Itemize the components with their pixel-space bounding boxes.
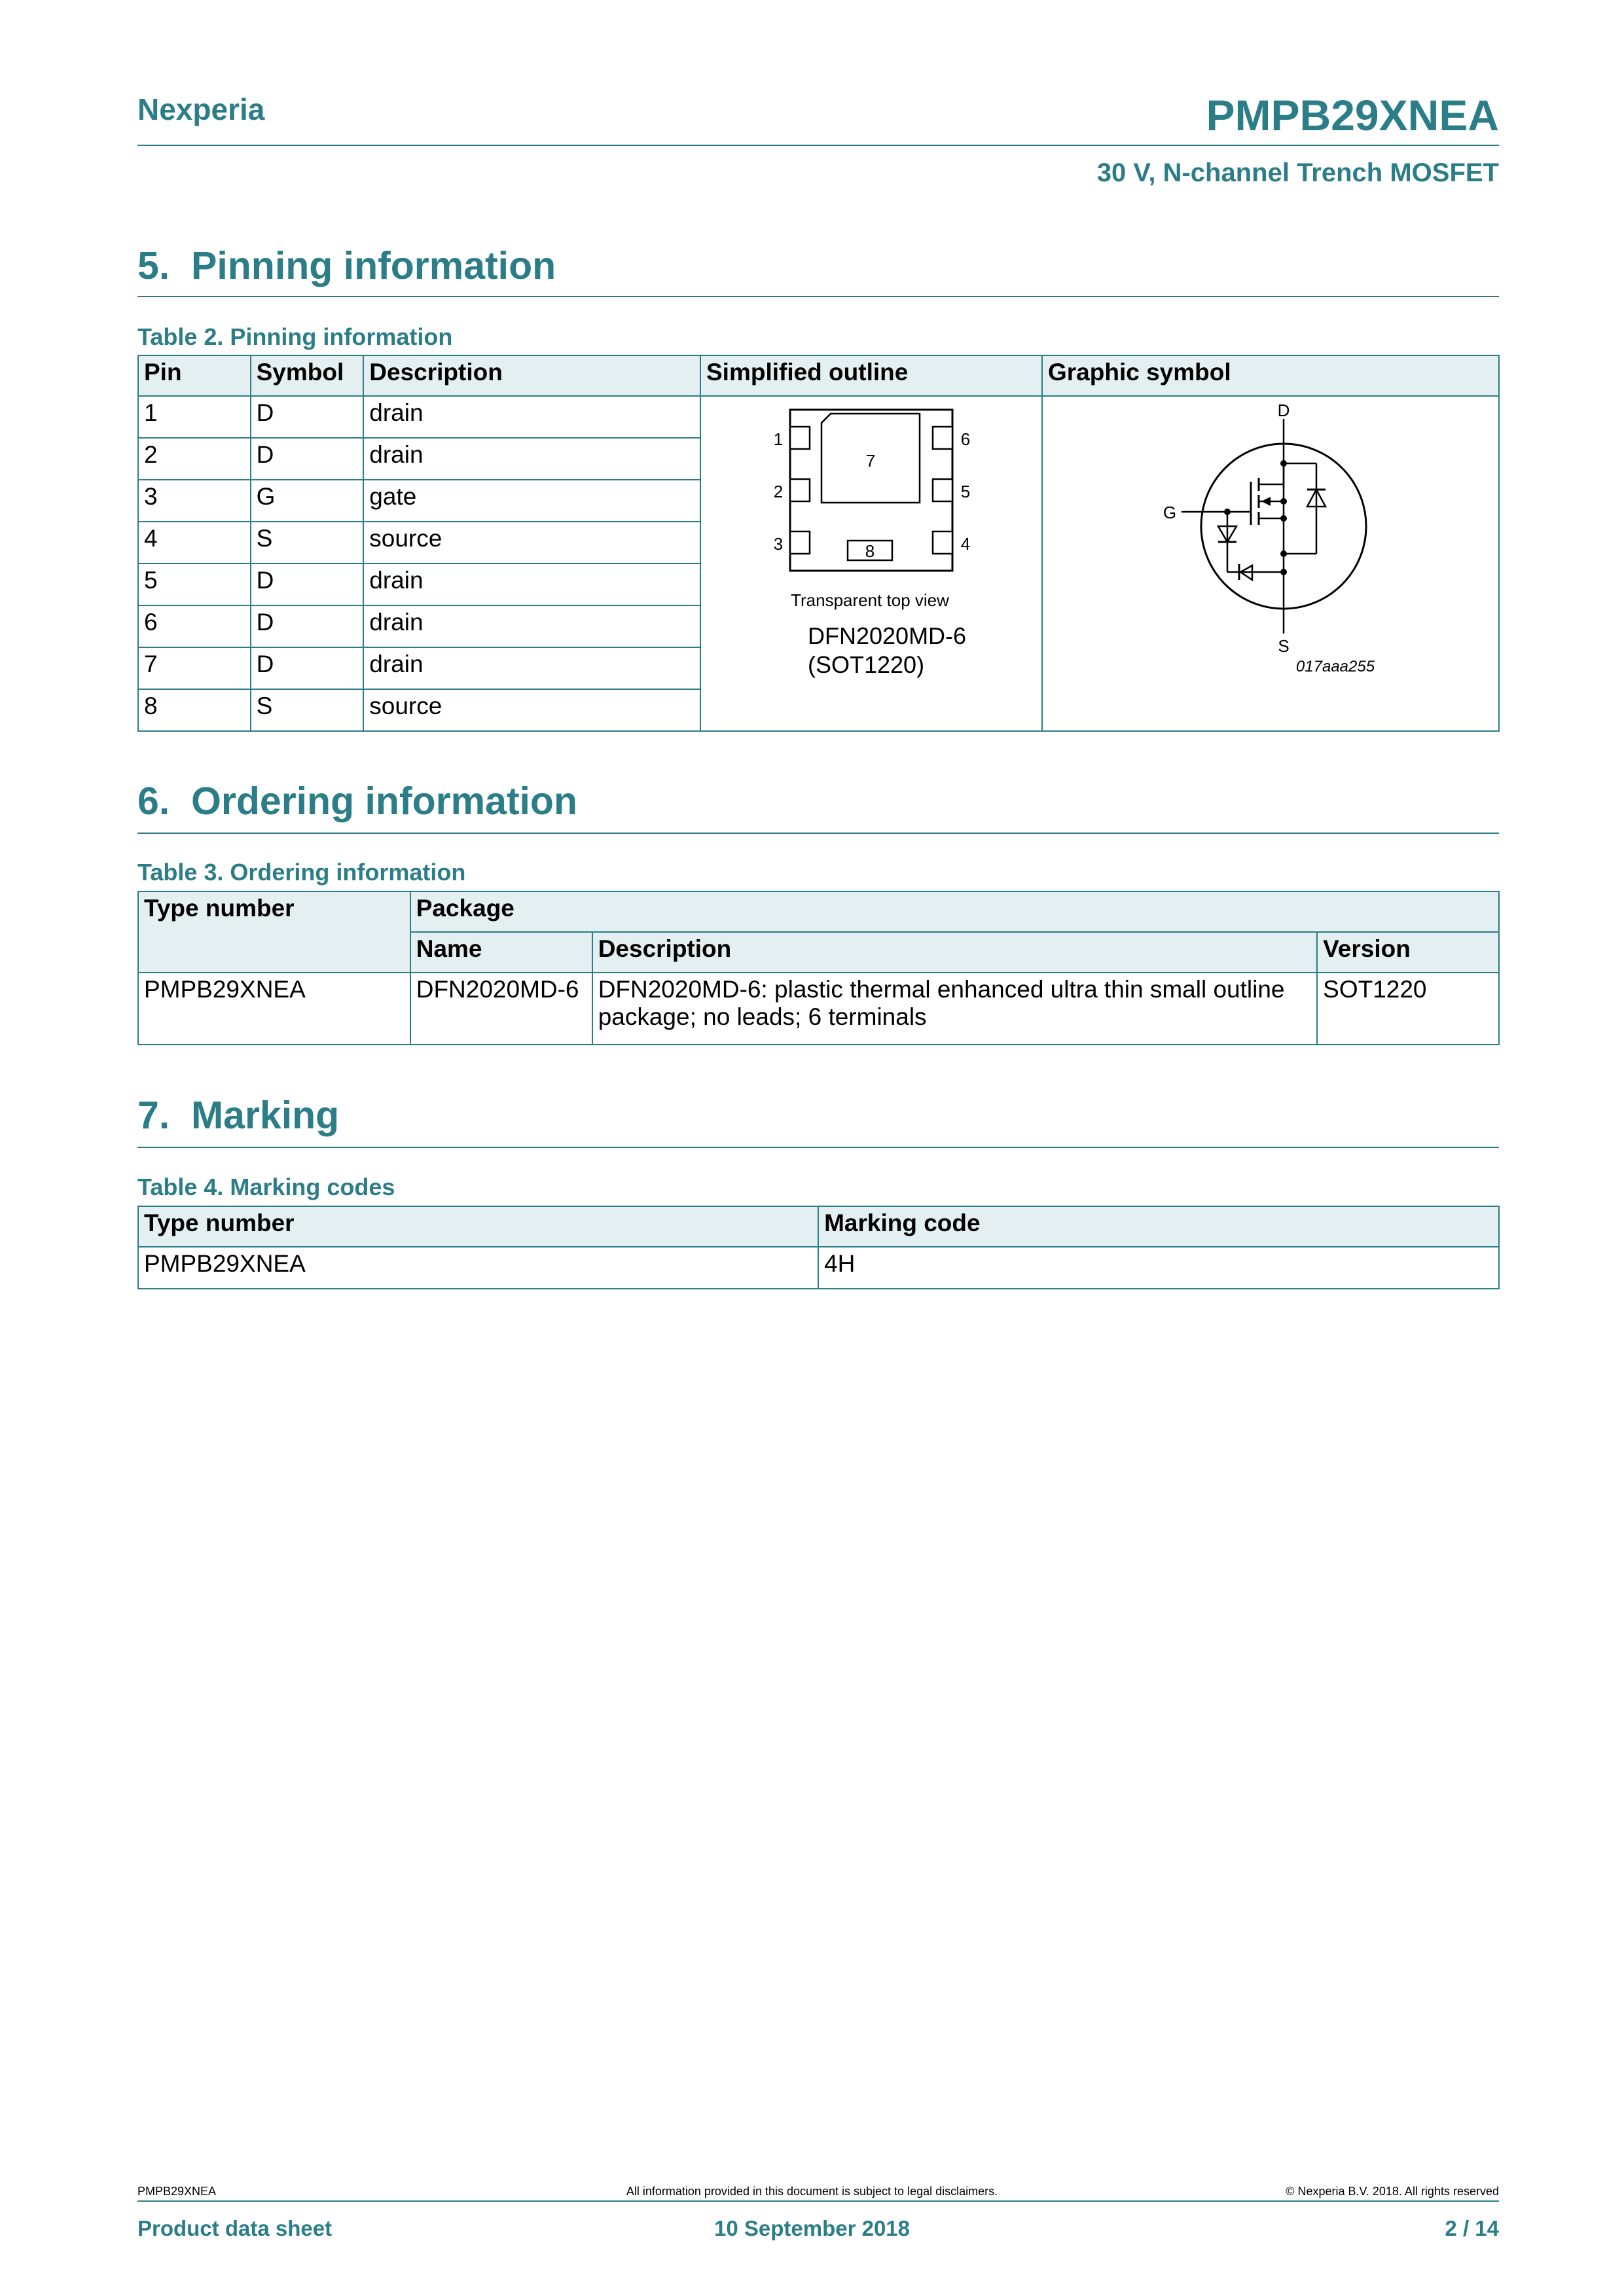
product-subtitle: 30 V, N-channel Trench MOSFET xyxy=(1096,158,1499,187)
pin-description: drain xyxy=(363,396,700,438)
col-header-type-number: Type number xyxy=(138,891,410,973)
pin-number: 6 xyxy=(138,605,251,647)
pin-symbol: G xyxy=(251,480,364,522)
package-name-cell: DFN2020MD-6 xyxy=(410,973,592,1045)
pin-number: 4 xyxy=(138,522,251,564)
figure-code: 017aaa255 xyxy=(1295,658,1375,675)
footer-date: 10 September 2018 xyxy=(713,2216,910,2240)
footer-page-number: 2 / 14 xyxy=(1445,2216,1499,2240)
pin-description: source xyxy=(363,522,700,564)
section-heading-pinning xyxy=(137,243,556,288)
source-label: S xyxy=(1278,636,1290,656)
col-header-version: Version xyxy=(1317,932,1499,973)
section-title: Pinning information xyxy=(191,244,556,287)
col-header-package: Package xyxy=(410,891,1499,932)
section-number: 6. xyxy=(137,780,170,823)
col-header-symbol: Symbol xyxy=(251,355,364,396)
section-rule xyxy=(137,833,1499,834)
ordering-table xyxy=(137,891,1500,1045)
drain-label: D xyxy=(1277,401,1290,420)
pin-description: drain xyxy=(363,647,700,689)
section-number: 5. xyxy=(137,244,170,287)
marking-code-cell: 4H xyxy=(818,1247,1499,1289)
section-heading-marking xyxy=(137,1093,339,1138)
type-number-cell: PMPB29XNEA xyxy=(138,973,410,1045)
package-code: (SOT1220) xyxy=(807,651,925,678)
product-title: PMPB29XNEA xyxy=(1206,91,1499,139)
header-divider xyxy=(137,145,1499,146)
section-number: 7. xyxy=(137,1094,170,1137)
col-header-outline: Simplified outline xyxy=(700,355,1042,396)
footer-doc-type: Product data sheet xyxy=(137,2216,333,2240)
col-header-marking-code: Marking code xyxy=(818,1206,1499,1247)
pin-number: 1 xyxy=(138,396,251,438)
table-row xyxy=(138,396,1499,438)
section-title: Marking xyxy=(191,1094,340,1137)
table-header-row xyxy=(138,355,1499,396)
package-name: DFN2020MD-6 xyxy=(807,622,967,649)
package-description-cell: DFN2020MD-6: plastic thermal enhanced ultra thin small outline package; no leads; 6 terminals xyxy=(592,973,1317,1045)
simplified-outline-cell xyxy=(700,396,1042,731)
pin-description: source xyxy=(363,689,700,731)
section-heading-ordering xyxy=(137,779,577,823)
package-outline-diagram xyxy=(701,397,1041,729)
col-header-type-number: Type number xyxy=(138,1206,818,1247)
col-header-graphic-symbol: Graphic symbol xyxy=(1042,355,1499,396)
graphic-symbol-cell xyxy=(1042,396,1499,731)
pin-symbol: D xyxy=(251,647,364,689)
pinning-table xyxy=(137,355,1500,732)
type-number-cell: PMPB29XNEA xyxy=(138,1247,818,1289)
pin-label-6: 6 xyxy=(960,429,971,449)
section-rule xyxy=(137,296,1499,297)
pin-description: gate xyxy=(363,480,700,522)
col-header-description: Description xyxy=(592,932,1317,973)
footer-divider xyxy=(137,2200,1499,2202)
view-label: Transparent top view xyxy=(791,590,949,610)
table-caption-pinning: Table 2. Pinning information xyxy=(137,323,453,350)
col-header-description: Description xyxy=(363,355,700,396)
table-caption-marking: Table 4. Marking codes xyxy=(137,1174,395,1200)
company-name: Nexperia xyxy=(137,92,265,126)
pin-label-2: 2 xyxy=(773,482,784,501)
pin-number: 2 xyxy=(138,438,251,480)
pin-label-1: 1 xyxy=(773,429,784,449)
pin-number: 7 xyxy=(138,647,251,689)
footer-disclaimer: All information provided in this document is subject to legal disclaimers. xyxy=(626,2185,998,2198)
pin-label-4: 4 xyxy=(960,534,971,554)
pin-symbol: S xyxy=(251,522,364,564)
center-pad-label: 7 xyxy=(865,451,876,471)
pin-description: drain xyxy=(363,605,700,647)
pin-symbol: D xyxy=(251,438,364,480)
marking-table xyxy=(137,1206,1500,1289)
table-row xyxy=(138,1247,1499,1289)
pin-number: 8 xyxy=(138,689,251,731)
section-rule xyxy=(137,1147,1499,1148)
pin-description: drain xyxy=(363,564,700,605)
pin-symbol: D xyxy=(251,396,364,438)
table-header-row xyxy=(138,1206,1499,1247)
pin-number: 3 xyxy=(138,480,251,522)
section-title: Ordering information xyxy=(191,780,577,823)
pin-number: 5 xyxy=(138,564,251,605)
package-version-cell: SOT1220 xyxy=(1317,973,1499,1045)
table-row xyxy=(138,973,1499,1045)
pin-symbol: S xyxy=(251,689,364,731)
table-caption-ordering: Table 3. Ordering information xyxy=(137,859,466,886)
footer-copyright: © Nexperia B.V. 2018. All rights reserved xyxy=(1286,2185,1499,2198)
pin-label-3: 3 xyxy=(773,534,784,554)
gate-label: G xyxy=(1163,503,1177,522)
pin-symbol: D xyxy=(251,564,364,605)
table-header-row xyxy=(138,891,1499,932)
pin-description: drain xyxy=(363,438,700,480)
mosfet-symbol-diagram xyxy=(1043,397,1498,729)
footer-doc-id: PMPB29XNEA xyxy=(137,2185,217,2198)
pin-label-5: 5 xyxy=(960,482,971,501)
bottom-pad-label: 8 xyxy=(865,541,875,561)
col-header-pin: Pin xyxy=(138,355,251,396)
col-header-name: Name xyxy=(410,932,592,973)
pin-symbol: D xyxy=(251,605,364,647)
